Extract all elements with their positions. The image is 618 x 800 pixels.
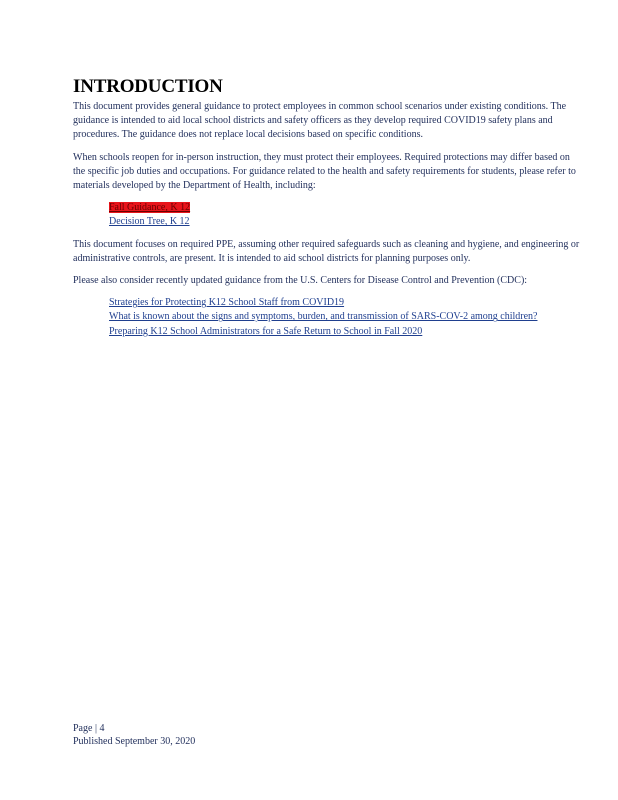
- intro-paragraph: This document provides general guidance to protect employees in common school scenarios under existing conditions. The guidance is intended to aid local school districts and safety officers as they develop required COVID19 safety plans and procedures. The guidance does not replace local decisions based on specific conditions.: [73, 101, 567, 141]
- list-item: [73, 296, 583, 310]
- fall-guidance-link[interactable]: Fall Guidance, K 12: [109, 202, 191, 214]
- reopening-paragraph: When schools reopen for in-person instruction, they must protect their employees. Required protections may differ based on the specific job duties and occupations. For guidance related to the health and safety requirements for students, please refer to materials developed by the Department of Health, including:: [73, 151, 576, 192]
- cdc-links-list: [73, 296, 583, 339]
- staff-strategies-link[interactable]: Strategies for Protecting K12 School Staff from COVID19: [109, 297, 345, 309]
- list-item: [73, 325, 583, 339]
- decision-tree-link[interactable]: Decision Tree, K 12: [109, 216, 190, 228]
- list-item: [73, 201, 583, 215]
- ppe-paragraph: This document focuses on required PPE, assuming other required safeguards such as cleaning and hygiene, and engineering or administrative controls, are present. It is intended to aid school districts for planning purposes only.: [73, 238, 580, 264]
- page-number: Page | 4: [73, 723, 105, 734]
- administrators-return-link[interactable]: Preparing K12 School Administrators for a Safe Return to School in Fall 2020: [109, 325, 423, 337]
- children-transmission-link[interactable]: What is known about the signs and symptoms, burden, and transmission of SARS-COV-2 among children?: [109, 311, 538, 323]
- list-item: [73, 310, 583, 324]
- page-content: [73, 76, 583, 347]
- doh-links-list: [73, 201, 583, 229]
- list-item: [73, 215, 583, 229]
- page-footer: [73, 722, 195, 748]
- section-heading: INTRODUCTION: [73, 76, 223, 97]
- cdc-paragraph: Please also consider recently updated guidance from the U.S. Centers for Disease Control and Prevention (CDC):: [73, 275, 528, 287]
- published-date: Published September 30, 2020: [73, 736, 196, 747]
